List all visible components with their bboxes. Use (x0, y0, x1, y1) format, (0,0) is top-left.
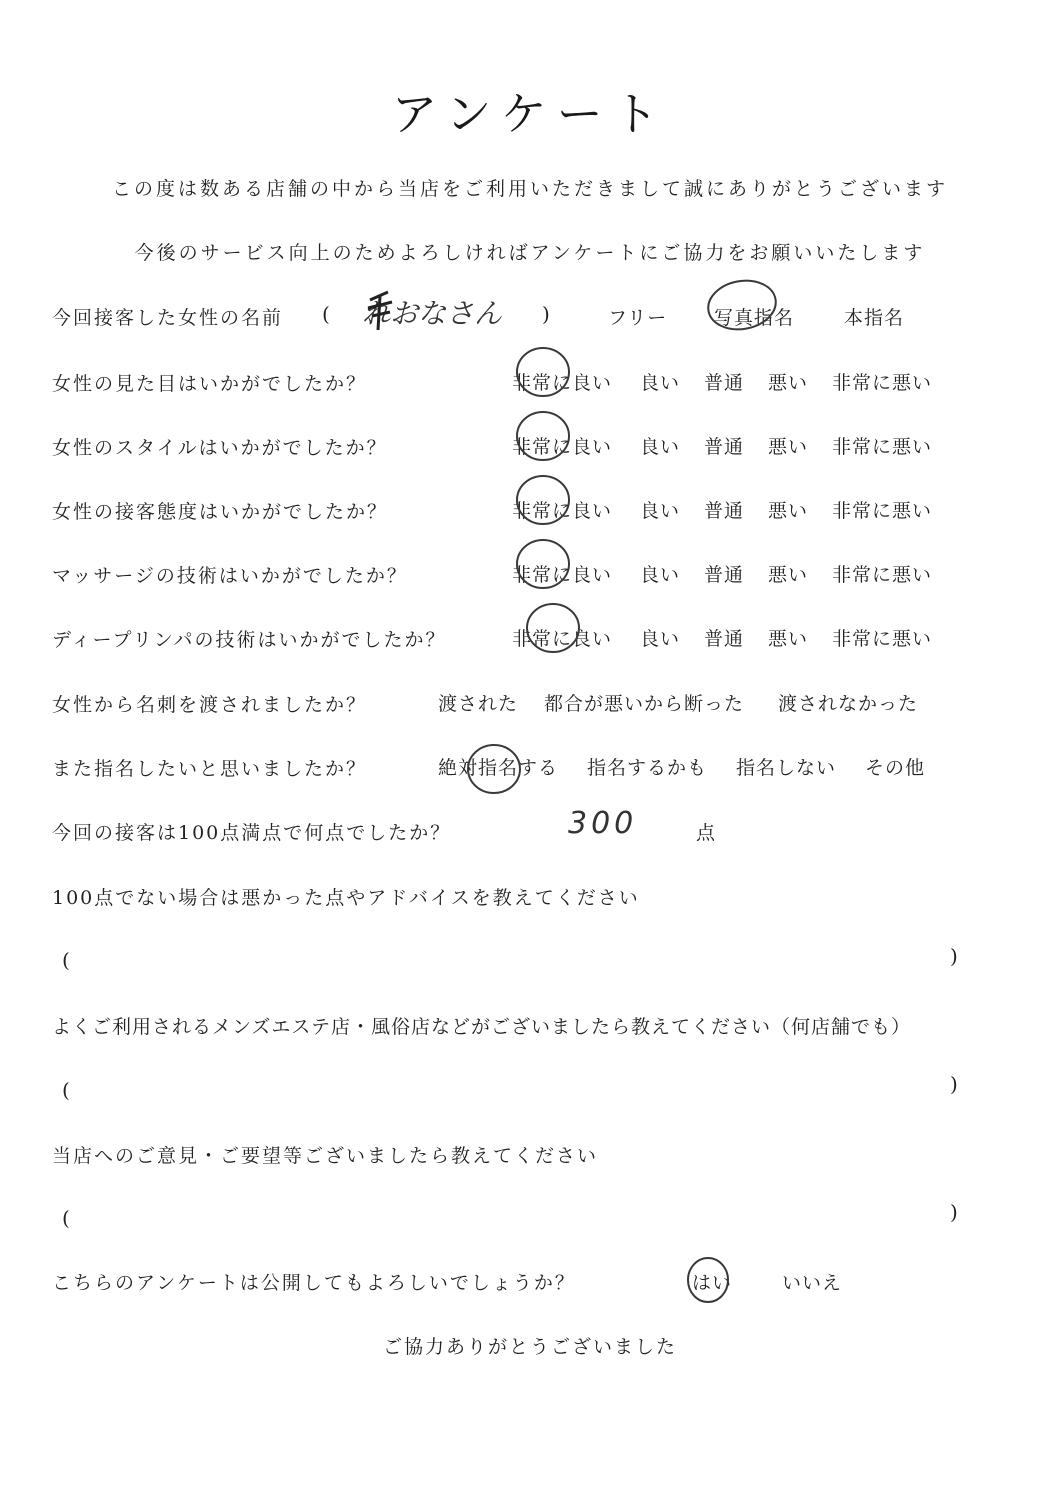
rating-question-label: マッサージの技術はいかがでしたか？ (52, 565, 408, 587)
name-answer[interactable]: れおなさん (362, 297, 503, 330)
opinion-question-label: 当店へのご意見・ご要望等ございましたら教えてください (52, 1145, 599, 1167)
rating-option-very-good[interactable]: 非常に良い (512, 436, 613, 458)
publish-question-label: こちらのアンケートは公開してもよろしいでしょうか？ (52, 1272, 576, 1294)
shops-question-label: よくご利用されるメンズエステ店・風俗店などがございましたら教えてください（何店舗でも） (52, 1016, 912, 1038)
rating-option-good[interactable]: 良い (640, 564, 681, 586)
rating-option-good[interactable]: 良い (640, 628, 681, 650)
rating-question-label: ディープリンパの技術はいかがでしたか？ (52, 629, 447, 651)
card-option-received[interactable]: 渡された (438, 693, 519, 715)
score-answer[interactable]: 300 (568, 806, 638, 841)
repeat-option-other[interactable]: その他 (865, 757, 926, 779)
repeat-option-definitely[interactable]: 絶対指名する (438, 757, 559, 779)
rating-option-very-good[interactable]: 非常に良い (512, 564, 613, 586)
rating-option-good[interactable]: 良い (640, 500, 681, 522)
opinion-close-paren: ) (950, 1200, 958, 1224)
repeat-option-maybe[interactable]: 指名するかも (587, 757, 708, 779)
advice-close-paren: ) (950, 944, 958, 968)
rating-question-label: 女性のスタイルはいかがでしたか？ (52, 437, 388, 459)
page-title: アンケート (391, 87, 669, 141)
rating-option-very-bad[interactable]: 非常に悪い (832, 500, 933, 522)
rating-option-very-bad[interactable]: 非常に悪い (832, 372, 933, 394)
advice-open-paren: ( (62, 948, 70, 972)
shops-open-paren: ( (62, 1078, 70, 1102)
rating-option-very-good[interactable]: 非常に良い (512, 372, 613, 394)
name-close-paren: ) (542, 302, 550, 326)
publish-option-yes[interactable]: はい (692, 1272, 733, 1294)
rating-option-bad[interactable]: 悪い (768, 372, 809, 394)
rating-option-average[interactable]: 普通 (704, 564, 745, 586)
rating-option-bad[interactable]: 悪い (768, 436, 809, 458)
card-option-declined[interactable]: 都合が悪いから断った (544, 693, 745, 715)
intro-line-1: この度は数ある店舗の中から当店をご利用いただきまして誠にありがとうございます (111, 178, 948, 200)
publish-option-no[interactable]: いいえ (782, 1272, 843, 1294)
rating-option-very-good[interactable]: 非常に良い (512, 628, 613, 650)
rating-option-bad[interactable]: 悪い (768, 500, 809, 522)
name-option-main[interactable]: 本指名 (844, 307, 905, 329)
advice-question-label: 100点でない場合は悪かった点やアドバイスを教えてください (52, 887, 640, 909)
rating-option-very-bad[interactable]: 非常に悪い (832, 628, 933, 650)
closing-message: ご協力ありがとうございました (382, 1336, 677, 1358)
name-option-photo[interactable]: 写真指名 (714, 307, 795, 329)
name-open-paren: ( (322, 302, 330, 326)
card-option-not-received[interactable]: 渡されなかった (778, 693, 919, 715)
intro-line-2: 今後のサービス向上のためよろしければアンケートにご協力をお願いいたします (134, 242, 926, 264)
name-question-label: 今回接客した女性の名前 (52, 307, 284, 329)
rating-option-very-good[interactable]: 非常に良い (512, 500, 613, 522)
rating-option-very-bad[interactable]: 非常に悪い (832, 564, 933, 586)
rating-question-label: 女性の見た目はいかがでしたか？ (52, 373, 368, 395)
repeat-option-no[interactable]: 指名しない (736, 757, 837, 779)
rating-question-label: 女性の接客態度はいかがでしたか？ (52, 501, 389, 523)
score-question-label: 今回の接客は100点満点で何点でしたか？ (52, 822, 452, 844)
repeat-question-label: また指名したいと思いましたか？ (52, 758, 368, 780)
name-option-free[interactable]: フリー (608, 307, 668, 329)
rating-option-very-bad[interactable]: 非常に悪い (832, 436, 933, 458)
rating-option-good[interactable]: 良い (640, 436, 681, 458)
rating-option-average[interactable]: 普通 (704, 436, 745, 458)
card-question-label: 女性から名刺を渡されましたか？ (52, 694, 368, 716)
rating-option-average[interactable]: 普通 (704, 372, 745, 394)
shops-close-paren: ) (950, 1072, 958, 1096)
rating-option-bad[interactable]: 悪い (768, 564, 809, 586)
score-unit: 点 (696, 822, 717, 844)
rating-option-average[interactable]: 普通 (704, 628, 745, 650)
rating-option-bad[interactable]: 悪い (768, 628, 809, 650)
rating-option-good[interactable]: 良い (640, 372, 681, 394)
opinion-open-paren: ( (62, 1206, 70, 1230)
rating-option-average[interactable]: 普通 (704, 500, 745, 522)
